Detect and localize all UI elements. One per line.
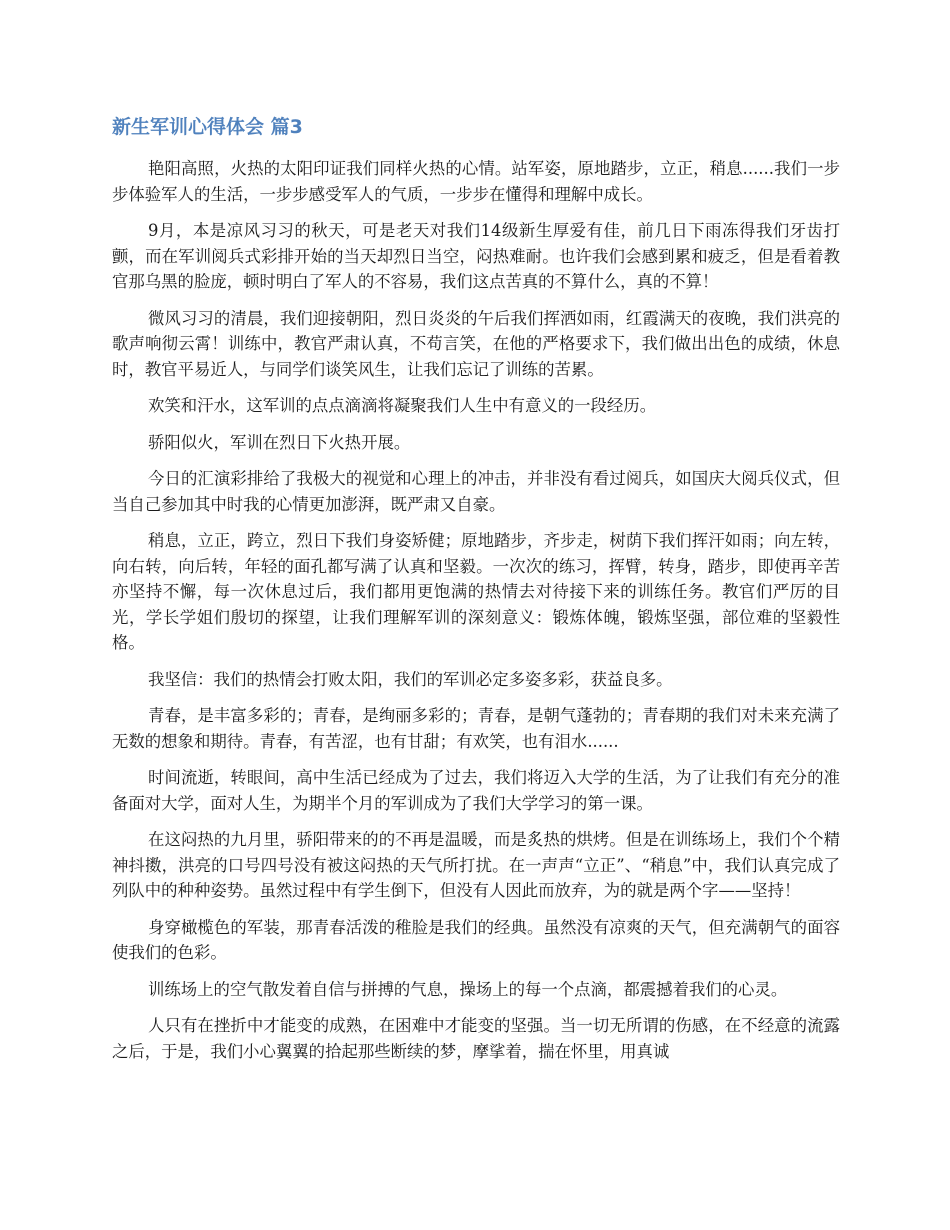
paragraph-9: 青春，是丰富多彩的；青春，是绚丽多彩的；青春，是朝气蓬勃的；青春期的我们对未来充满了无数的想象和期待。青春，有苦涩，也有甘甜；有欢笑，也有泪水...... <box>112 706 840 751</box>
document-page <box>112 112 840 1075</box>
document-title: 新生军训心得体会 篇3 <box>112 116 303 138</box>
paragraph-11: 在这闷热的九月里，骄阳带来的的不再是温暖，而是炙热的烘烤。但是在训练场上，我们个个精神抖擞，洪亮的口号四号没有被这闷热的天气所打扰。在一声声“立正”、“稍息”中，我们认真完成了列队中的种种姿势。虽然过程中有学生倒下，但没有人因此而放弃，为的就是两个字——坚持！ <box>112 830 840 900</box>
paragraph-4: 欢笑和汗水，这军训的点点滴滴将凝聚我们人生中有意义的一段经历。 <box>148 396 657 415</box>
paragraph-14: 人只有在挫折中才能变的成熟，在困难中才能变的坚强。当一切无所谓的伤感，在不经意的流露之后，于是，我们小心翼翼的拾起那些断续的梦，摩挲着，揣在怀里，用真诚 <box>112 1016 840 1061</box>
paragraph-12: 身穿橄榄色的军装，那青春活泼的稚脸是我们的经典。虽然没有凉爽的天气，但充满朝气的面容使我们的色彩。 <box>112 917 840 962</box>
paragraph-6: 今日的汇演彩排给了我极大的视觉和心理上的冲击，并非没有看过阅兵，如国庆大阅兵仪式，但当自己参加其中时我的心情更加澎湃，既严肃又自豪。 <box>112 469 840 514</box>
paragraph-3: 微风习习的清晨，我们迎接朝阳，烈日炎炎的午后我们挥洒如雨，红霞满天的夜晚，我们洪亮的歌声响彻云霄！训练中，教官严肃认真，不苟言笑，在他的严格要求下，我们做出出色的成绩，休息时，教官平易近人，与同学们谈笑风生，让我们忘记了训练的苦累。 <box>112 308 840 379</box>
paragraph-5: 骄阳似火，军训在烈日下火热开展。 <box>148 432 411 452</box>
paragraph-13: 训练场上的空气散发着自信与拼搏的气息，操场上的每一个点滴，都震撼着我们的心灵。 <box>148 979 788 999</box>
paragraph-10: 时间流逝，转眼间，高中生活已经成为了过去，我们将迈入大学的生活，为了让我们有充分的准备面对大学，面对人生，为期半个月的军训成为了我们大学学习的第一课。 <box>112 768 840 813</box>
paragraph-2: 9月，本是凉风习习的秋天，可是老天对我们14级新生厚爱有佳，前几日下雨冻得我们牙齿打颤，而在军训阅兵式彩排开始的当天却烈日当空，闷热难耐。也许我们会感到累和疲乏，但是看着教官那乌黑的脸庞，顿时明白了军人的不容易，我们这点苦真的不算什么，真的不算！ <box>112 221 840 291</box>
paragraph-1: 艳阳高照，火热的太阳印证我们同样火热的心情。站军姿，原地踏步，立正，稍息......我们一步步体验军人的生活，一步步感受军人的气质，一步步在懂得和理解中成长。 <box>112 159 840 204</box>
paragraph-7: 稍息，立正，跨立，烈日下我们身姿矫健；原地踏步，齐步走，树荫下我们挥汗如雨；向左转，向右转，向后转，年轻的面孔都写满了认真和坚毅。一次次的练习，挥臂，转身，踏步，即使再辛苦亦坚持不懈，每一次休息过后，我们都用更饱满的热情去对待接下来的训练任务。教官们严厉的目光，学长学姐们殷切的探望，让我们理解军训的深刻意义：锻炼体魄，锻炼坚强，部位难的坚毅性格。 <box>112 531 840 652</box>
paragraph-8: 我坚信：我们的热情会打败太阳，我们的军训必定多姿多彩，获益良多。 <box>148 669 673 689</box>
